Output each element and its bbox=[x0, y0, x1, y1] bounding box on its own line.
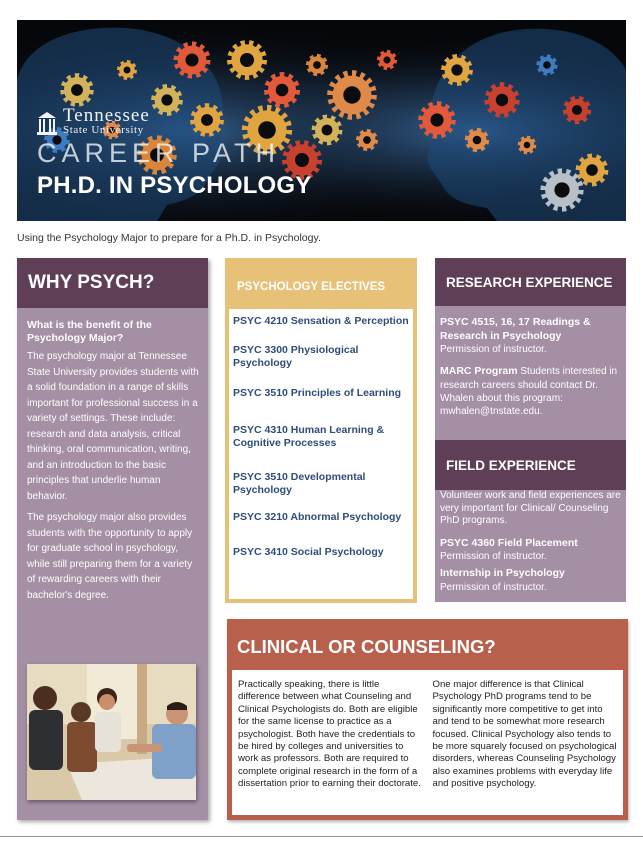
building-icon bbox=[37, 110, 57, 136]
field-item-1-text: Permission of instructor. bbox=[440, 551, 547, 563]
gear-hole bbox=[201, 114, 213, 126]
clinical-column-2: One major difference is that Clinical Psychology PhD programs tend to be significantly more competitive to get into and tend to be somewhat more research focused. Clinical Psychology also tends to be more squarely focused on psychological disorders, whereas Counseling Psychology also examines problems with everyday life and positive psychology. bbox=[432, 679, 617, 789]
clinical-column-1: Practically speaking, there is little difference between what Counseling and Clinical Psychologists do. Both are eligible for the same license to practice as a psychologist. Both have the credentials to be hired by colleges and universities to work as professors. Both are required to complete original research in the form of a dissertation prior to earning their doctorate. bbox=[238, 679, 421, 789]
gear-hole bbox=[473, 136, 482, 145]
research-item-2-title: MARC Program bbox=[440, 365, 518, 378]
header-banner bbox=[17, 20, 626, 221]
gear-hole bbox=[240, 53, 254, 67]
gear-hole bbox=[313, 61, 321, 69]
why-psych-paragraph-2: The psychology major also provides students with the opportunity to apply for graduate school in psychology, while still preparing them for a variety of rewarding careers with their bachelor's degree. bbox=[27, 512, 193, 601]
students-advising-photo bbox=[27, 664, 196, 800]
university-name bbox=[63, 106, 150, 136]
career-path-label: CAREER PATH bbox=[37, 138, 281, 168]
gear-hole bbox=[295, 153, 309, 167]
list-item: PSYC 3510 Developmental Psychology bbox=[233, 470, 366, 496]
why-psych-paragraph-1: The psychology major at Tennessee State University provides students with a solid foundation in a range of skills important for professional success in a variety of settings. These include: research and data analysis, critical thinking, oral communication, writing, and an introduction to the basic principles that underlie human behavior. bbox=[27, 351, 199, 502]
gear-hole bbox=[430, 113, 443, 126]
electives-list bbox=[229, 315, 413, 559]
gear-hole bbox=[258, 121, 276, 139]
page-subtitle: Using the Psychology Major to prepare for a Ph.D. in Psychology. bbox=[17, 232, 321, 244]
gear-hole bbox=[276, 84, 289, 97]
gear-hole bbox=[572, 105, 582, 115]
list-item: PSYC 4310 Human Learning & Cognitive Processes bbox=[233, 423, 385, 449]
list-item: PSYC 4210 Sensation & Perception bbox=[233, 315, 409, 327]
field-item-2-text: Permission of instructor. bbox=[440, 581, 547, 593]
why-psych-panel bbox=[17, 258, 208, 820]
clinical-counseling-panel bbox=[227, 619, 628, 820]
field-intro: Volunteer work and field experiences are very important for Clinical/ Counseling PhD programs. bbox=[440, 490, 621, 526]
gear-hole bbox=[586, 164, 598, 176]
field-item-1-title: PSYC 4360 Field Placement bbox=[440, 536, 578, 549]
gear-hole bbox=[161, 94, 172, 105]
university-name-line2: State University bbox=[63, 124, 144, 136]
gear-hole bbox=[554, 182, 569, 197]
gear-hole bbox=[543, 61, 551, 69]
list-item: PSYC 3410 Social Psychology bbox=[233, 546, 384, 559]
gear-hole bbox=[383, 56, 390, 63]
why-psych-question: What is the benefit of the Psychology Major? bbox=[27, 319, 152, 345]
gear-hole bbox=[496, 94, 508, 106]
gear-hole bbox=[186, 54, 199, 67]
gear-hole bbox=[343, 86, 360, 103]
why-psych-heading: WHY PSYCH? bbox=[17, 258, 208, 308]
research-item-1-title: PSYC 4515, 16, 17 Readings & Research in Psychology bbox=[440, 316, 591, 342]
research-item-2-text: Students interested in research careers should contact Dr. Whalen about this program: mwhalen@tnstate.edu. bbox=[440, 366, 618, 417]
page-bottom-rule bbox=[0, 836, 643, 837]
list-item: PSYC 3510 Principles of Learning bbox=[233, 387, 402, 400]
gear-hole bbox=[451, 64, 462, 75]
gear-hole bbox=[363, 136, 371, 144]
list-item: PSYC 3300 Physiological Psychology bbox=[233, 344, 359, 370]
electives-heading: PSYCHOLOGY ELECTIVES bbox=[229, 262, 413, 309]
clinical-heading: CLINICAL OR COUNSELING? bbox=[237, 636, 496, 657]
university-name-line1: Tennessee bbox=[63, 105, 150, 126]
research-field-panel bbox=[435, 258, 626, 602]
gear-hole bbox=[524, 142, 531, 149]
field-heading: FIELD EXPERIENCE bbox=[435, 440, 626, 490]
page-title: PH.D. IN PSYCHOLOGY bbox=[37, 172, 312, 199]
research-item-1-text: Permission of instructor. bbox=[440, 344, 547, 356]
electives-panel bbox=[225, 258, 417, 603]
gear-hole bbox=[322, 125, 333, 136]
research-heading: RESEARCH EXPERIENCE bbox=[435, 258, 626, 306]
field-item-2-title: Internship in Psychology bbox=[440, 567, 565, 580]
gear-hole bbox=[124, 67, 131, 74]
list-item: PSYC 3210 Abnormal Psychology bbox=[233, 511, 402, 523]
university-logo[interactable] bbox=[37, 106, 150, 136]
gear-hole bbox=[71, 84, 83, 96]
